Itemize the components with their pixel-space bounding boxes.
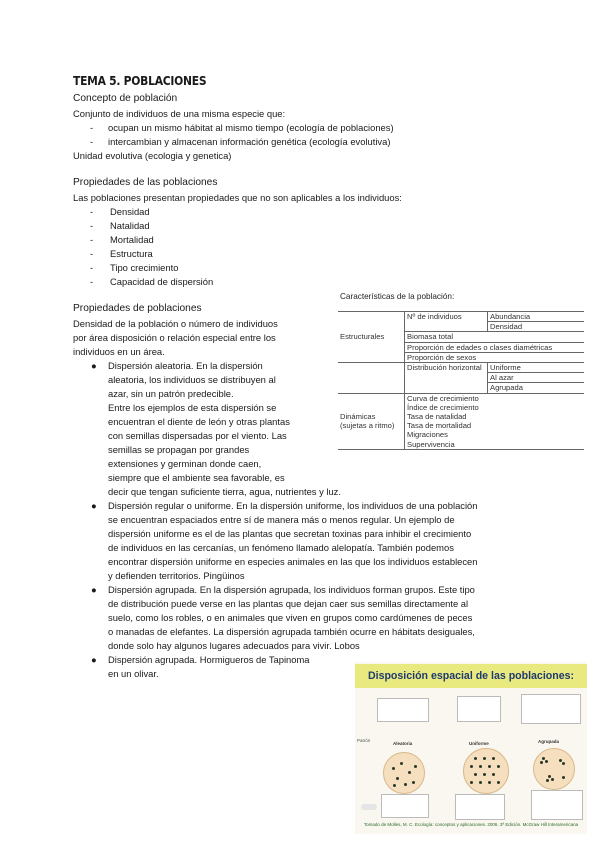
table-cell: Migraciones xyxy=(407,430,448,440)
table-cell: Biomasa total xyxy=(405,332,585,342)
table-cell: Tasa de mortalidad xyxy=(407,421,472,431)
bullet-line: Dispersión regular o uniforme. En la dispersión uniforme, los individuos de una población xyxy=(108,500,478,511)
figure-label: Aleatoria xyxy=(393,741,413,746)
bullet-line: suelo, como los robles, o en animales que viven en grupos como cardúmenes de peces xyxy=(108,612,473,623)
table-cell: Estructurales xyxy=(338,312,405,363)
bullet-dot: ● xyxy=(91,500,97,511)
table-cell: Proporción de sexos xyxy=(405,352,585,362)
propiedad-item: Natalidad xyxy=(110,220,150,231)
figure-note xyxy=(521,694,581,724)
uniform-pattern-circle xyxy=(463,748,509,794)
list-item: - xyxy=(90,122,94,133)
propiedad-item: Estructura xyxy=(110,248,153,259)
figure-note xyxy=(381,794,429,818)
list-item: - xyxy=(90,136,94,147)
bullet-line: aleatoria, los individuos se distribuyen al xyxy=(108,374,276,385)
characteristics-table xyxy=(338,311,584,450)
table-cell: Densidad xyxy=(488,322,585,332)
figure-label: Uniforme xyxy=(469,741,489,746)
table-cell: Tasa de natalidad xyxy=(407,412,467,422)
table-cell: Uniforme xyxy=(488,363,585,373)
bullet-line: de distribución puede verse en las plantas que dejan caer sus semillas directamente al xyxy=(108,598,469,609)
bullet-line: y defienden territorios. Pingüinos xyxy=(108,570,245,581)
bullet-line: Dispersión agrupada. En la dispersión agrupada, los individuos forman grupos. Este tipo xyxy=(108,584,475,595)
propiedades2-heading: Propiedades de poblaciones xyxy=(73,303,202,314)
concepto-bullet: ocupan un mismo hábitat al mismo tiempo (ecología de poblaciones) xyxy=(108,122,394,133)
figure-title: Disposición espacial de las poblaciones: xyxy=(355,664,587,688)
table-cell: Agrupada xyxy=(488,383,585,393)
propiedad-item: Capacidad de dispersión xyxy=(110,276,214,287)
propiedades-heading: Propiedades de las poblaciones xyxy=(73,177,218,188)
intro-line: individuos en un área. xyxy=(73,346,165,357)
figure-side-label: Patrón xyxy=(357,738,371,743)
table-cell: Abundancia xyxy=(488,312,585,322)
concepto-line: Conjunto de individuos de una misma especie que: xyxy=(73,108,286,119)
bullet-line: de individuos en las cercanías, un fenómeno llamado alelopatía. También podemos xyxy=(108,542,454,553)
bullet-line: se encuentran espaciados entre sí de manera más o menos regular. Un ejemplo de xyxy=(108,514,455,525)
table-cell: Proporción de edades o clases diamétricas xyxy=(405,342,585,352)
list-item: - xyxy=(90,262,94,273)
table-cell: Al azar xyxy=(488,373,585,383)
bullet-line: encuentran el diente de león y otras plantas xyxy=(108,416,290,427)
intro-line: por área disposición o relación especial entre los xyxy=(73,332,276,343)
bullet-line: decir que tengan suficiente tierra, agua, nutrientes y luz. xyxy=(108,486,341,497)
list-item: - xyxy=(90,276,94,287)
table-cell: Índice de crecimiento xyxy=(407,402,479,412)
bullet-line: siempre que el ambiente sea favorable, es xyxy=(108,472,285,483)
figure-note xyxy=(457,696,501,722)
bullet-line: Entre los ejemplos de esta dispersión se xyxy=(108,402,277,413)
bullet-line: donde solo hay algunos lugares adecuados para vivir. Lobos xyxy=(108,640,360,651)
bullet-line: encontrar dispersión uniforme en especies animales en las que los individuos establecen xyxy=(108,556,478,567)
page-title: TEMA 5. POBLACIONES xyxy=(73,73,207,88)
bullet-line: dispersión uniforme es el de las plantas que secretan toxinas para inhibir el crecimiento xyxy=(108,528,472,539)
bullet-line: con semillas dispersadas por el viento. Las xyxy=(108,430,287,441)
bullet-line: Dispersión agrupada. Hormigueros de Tapinoma xyxy=(108,654,310,665)
table-cell: Dinámicas (sujetas a ritmo) xyxy=(338,393,405,449)
list-item: - xyxy=(90,248,94,259)
table-cell: Nº de individuos xyxy=(405,312,488,332)
concepto-heading: Concepto de población xyxy=(73,93,178,104)
figure-note xyxy=(455,794,505,820)
table-title: Características de la población: xyxy=(340,292,455,301)
figure-note xyxy=(361,804,377,810)
table-cell: Supervivencia xyxy=(405,440,585,450)
dispersion-figure xyxy=(355,662,587,834)
list-item: - xyxy=(90,206,94,217)
table-cell: Curva de crecimiento xyxy=(407,393,479,403)
propiedad-item: Densidad xyxy=(110,206,150,217)
bullet-line: en un olivar. xyxy=(108,668,159,679)
bullet-dot: ● xyxy=(91,360,97,371)
table-cell xyxy=(338,363,405,394)
concepto-bullet: intercambian y almacenan información genética (ecología evolutiva) xyxy=(108,136,391,147)
propiedad-item: Tipo crecimiento xyxy=(110,262,179,273)
bullet-dot: ● xyxy=(91,654,97,665)
figure-note xyxy=(377,698,429,722)
bullet-line: o manadas de elefantes. La dispersión agrupada también ocurre en hábitats desiguales, xyxy=(108,626,475,637)
random-pattern-circle xyxy=(383,752,425,794)
figure-caption: Tomado de Molles, M. C. Ecología: conceptos y aplicaciones. 2006. 3ª Edición. McGraw Hill Interamericana xyxy=(363,822,579,827)
figure-label: Agrupada xyxy=(538,739,560,744)
propiedades-line: Las poblaciones presentan propiedades que no son aplicables a los individuos: xyxy=(73,192,402,203)
clumped-pattern-circle xyxy=(533,748,575,790)
table-cell: Distribución horizontal xyxy=(405,363,488,394)
list-item: - xyxy=(90,220,94,231)
list-item: - xyxy=(90,234,94,245)
bullet-line: extensiones y germinan donde caen, xyxy=(108,458,262,469)
propiedad-item: Mortalidad xyxy=(110,234,154,245)
figure-note xyxy=(531,790,583,820)
bullet-line: Dispersión aleatoria. En la dispersión xyxy=(108,360,263,371)
bullet-line: semillas se propagan por grandes xyxy=(108,444,250,455)
intro-line: Densidad de la población o número de individuos xyxy=(73,318,278,329)
bullet-line: azar, sin un patrón predecible. xyxy=(108,388,234,399)
concepto-line: Unidad evolutiva (ecologia y genetica) xyxy=(73,150,232,161)
bullet-dot: ● xyxy=(91,584,97,595)
